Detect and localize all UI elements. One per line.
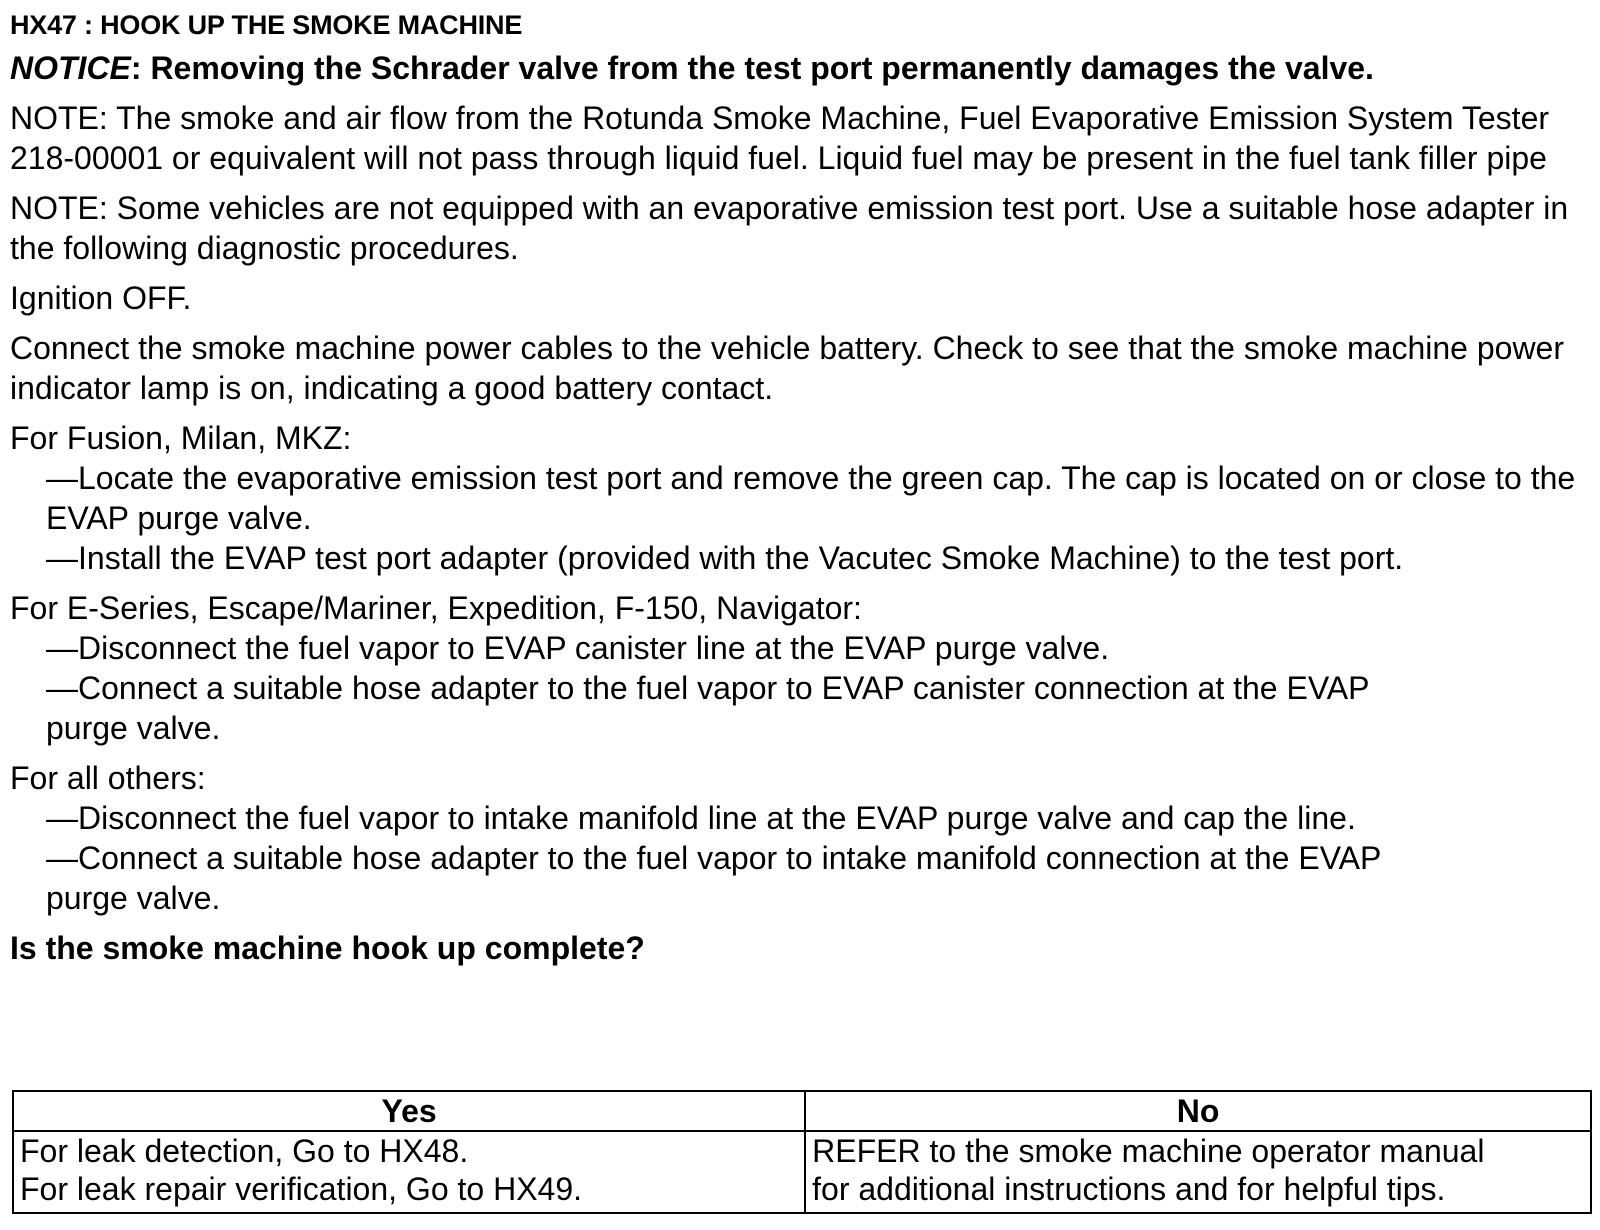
group-title: For E-Series, Escape/Mariner, Expedition, F-150, Navigator: — [10, 590, 862, 626]
column-header-yes: Yes — [13, 1091, 805, 1131]
step-item: —Disconnect the fuel vapor to intake manifold line at the EVAP purge valve and cap the line. — [46, 800, 1356, 836]
answer-table — [12, 1090, 1592, 1214]
group-all-others — [10, 758, 1590, 918]
group-title: For Fusion, Milan, MKZ: — [10, 420, 352, 456]
step-item: —Disconnect the fuel vapor to EVAP canister line at the EVAP purge valve. — [46, 630, 1110, 666]
notice-label: NOTICE — [10, 50, 131, 86]
question-text: Is the smoke machine hook up complete? — [10, 930, 645, 966]
step-item: —Install the EVAP test port adapter (provided with the Vacutec Smoke Machine) to the test port. — [46, 540, 1404, 576]
yes-cell — [13, 1131, 805, 1213]
notice-text: : Removing the Schrader valve from the test port permanently damages the valve. — [130, 50, 1374, 86]
no-line: for additional instructions and for helpful tips. — [812, 1171, 1446, 1207]
column-header-no: No — [805, 1091, 1591, 1131]
connect-instruction: Connect the smoke machine power cables to the vehicle battery. Check to see that the smoke machine power indicator lamp is on, indicating a good battery contact. — [10, 330, 1564, 406]
no-cell — [805, 1131, 1591, 1213]
yes-line: For leak repair verification, Go to HX49. — [20, 1171, 583, 1207]
notice-warning — [10, 48, 1590, 88]
ignition-instruction: Ignition OFF. — [10, 280, 192, 316]
group-eseries-escape-expedition — [10, 588, 1590, 748]
table-row — [13, 1131, 1591, 1213]
note-liquid-fuel: NOTE: The smoke and air flow from the Rotunda Smoke Machine, Fuel Evaporative Emission System Tester 218-00001 or equivalent will not pass through liquid fuel. Liquid fuel may be present in the fuel tank filler pipe — [10, 100, 1550, 176]
group-title: For all others: — [10, 760, 206, 796]
note-test-port: NOTE: Some vehicles are not equipped with an evaporative emission test port. Use a suitable hose adapter in the following diagnostic procedures. — [10, 190, 1569, 266]
procedure-page — [10, 8, 1590, 968]
step-item: —Connect a suitable hose adapter to the fuel vapor to EVAP canister connection at the EVAP purge valve. — [46, 670, 1369, 746]
no-line: REFER to the smoke machine operator manual — [812, 1133, 1485, 1169]
yes-line: For leak detection, Go to HX48. — [20, 1133, 469, 1169]
table-header-row — [13, 1091, 1591, 1131]
step-item: —Locate the evaporative emission test port and remove the green cap. The cap is located on or close to the EVAP purge valve. — [46, 460, 1576, 536]
step-heading: HX47 : HOOK UP THE SMOKE MACHINE — [10, 10, 523, 40]
step-item: —Connect a suitable hose adapter to the fuel vapor to intake manifold connection at the EVAP purge valve. — [46, 840, 1381, 916]
group-fusion-milan-mkz — [10, 418, 1590, 578]
